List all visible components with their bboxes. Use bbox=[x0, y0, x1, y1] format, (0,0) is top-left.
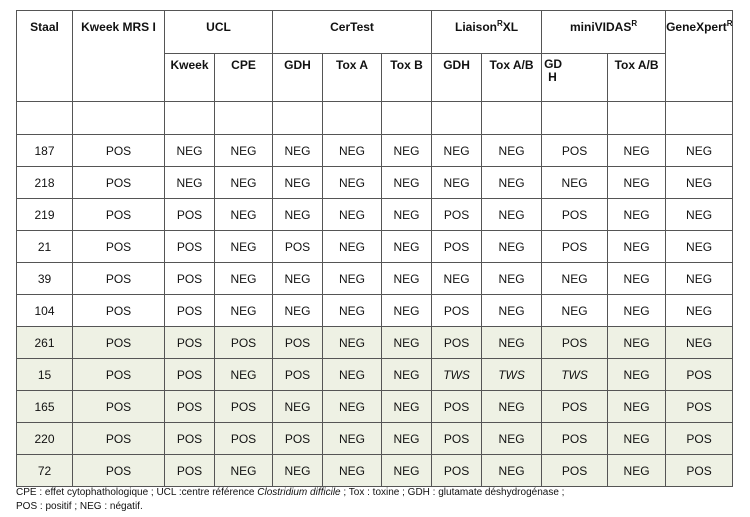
minividas-name: miniVIDAS bbox=[570, 20, 632, 34]
result-cell: NEG bbox=[382, 135, 432, 167]
result-cell: NEG bbox=[382, 423, 432, 455]
footnote-line1-b: ; Tox : toxine ; GDH : glutamate déshydrogénase ; bbox=[340, 487, 565, 498]
result-cell: NEG bbox=[432, 135, 482, 167]
result-cell: NEG bbox=[482, 391, 542, 423]
result-cell: POS bbox=[542, 455, 608, 487]
result-cell: NEG bbox=[215, 359, 273, 391]
empty-cell bbox=[482, 102, 542, 135]
mv-gdh-line2: H bbox=[548, 70, 557, 84]
result-cell: NEG bbox=[323, 167, 382, 199]
result-cell: NEG bbox=[323, 455, 382, 487]
result-cell: NEG bbox=[273, 135, 323, 167]
table-row bbox=[17, 231, 733, 263]
result-cell: NEG bbox=[273, 295, 323, 327]
empty-cell bbox=[17, 102, 73, 135]
result-cell: POS bbox=[165, 327, 215, 359]
footnote-line1-italic: Clostridium difficile bbox=[257, 487, 341, 498]
result-cell: POS bbox=[432, 199, 482, 231]
result-cell: POS bbox=[666, 359, 733, 391]
footnote bbox=[16, 486, 736, 514]
sample-id-cell: 220 bbox=[17, 423, 73, 455]
header-certest: CerTest bbox=[273, 11, 432, 54]
result-cell: POS bbox=[432, 455, 482, 487]
result-cell: TWS bbox=[542, 359, 608, 391]
result-cell: POS bbox=[73, 295, 165, 327]
sample-id-cell: 72 bbox=[17, 455, 73, 487]
result-cell: POS bbox=[273, 327, 323, 359]
empty-cell bbox=[323, 102, 382, 135]
result-cell: TWS bbox=[482, 359, 542, 391]
empty-cell bbox=[432, 102, 482, 135]
result-cell: NEG bbox=[482, 455, 542, 487]
footnote-line1 bbox=[16, 486, 736, 500]
result-cell: NEG bbox=[165, 135, 215, 167]
result-cell: NEG bbox=[382, 263, 432, 295]
result-cell: NEG bbox=[666, 295, 733, 327]
table-row bbox=[17, 199, 733, 231]
result-cell: POS bbox=[666, 455, 733, 487]
sample-id-cell: 219 bbox=[17, 199, 73, 231]
table-row bbox=[17, 423, 733, 455]
empty-cell bbox=[666, 102, 733, 135]
result-cell: TWS bbox=[432, 359, 482, 391]
minividas-registered-mark: R bbox=[631, 19, 638, 28]
result-cell: NEG bbox=[215, 231, 273, 263]
result-cell: POS bbox=[432, 327, 482, 359]
result-cell: NEG bbox=[273, 199, 323, 231]
result-cell: NEG bbox=[165, 167, 215, 199]
result-cell: NEG bbox=[482, 327, 542, 359]
table-row bbox=[17, 359, 733, 391]
result-cell: POS bbox=[666, 391, 733, 423]
result-cell: POS bbox=[215, 391, 273, 423]
result-cell: NEG bbox=[542, 295, 608, 327]
empty-cell bbox=[382, 102, 432, 135]
header-row-main bbox=[17, 11, 733, 54]
result-cell: POS bbox=[165, 295, 215, 327]
result-cell: NEG bbox=[382, 167, 432, 199]
result-cell: POS bbox=[542, 423, 608, 455]
result-cell: NEG bbox=[608, 295, 666, 327]
table-row bbox=[17, 167, 733, 199]
subheader-cer-toxa: Tox A bbox=[323, 54, 382, 102]
result-cell: NEG bbox=[608, 135, 666, 167]
result-cell: NEG bbox=[666, 199, 733, 231]
result-cell: NEG bbox=[482, 423, 542, 455]
header-ucl: UCL bbox=[165, 11, 273, 54]
result-cell: NEG bbox=[608, 359, 666, 391]
result-cell: NEG bbox=[482, 263, 542, 295]
result-cell: NEG bbox=[382, 455, 432, 487]
result-cell: POS bbox=[73, 135, 165, 167]
result-cell: POS bbox=[542, 231, 608, 263]
result-cell: NEG bbox=[323, 231, 382, 263]
sample-id-cell: 39 bbox=[17, 263, 73, 295]
result-cell: POS bbox=[73, 391, 165, 423]
result-cell: POS bbox=[542, 135, 608, 167]
empty-cell bbox=[273, 102, 323, 135]
subheader-mv-gdh bbox=[542, 54, 608, 102]
result-cell: NEG bbox=[608, 199, 666, 231]
result-cell: NEG bbox=[323, 359, 382, 391]
result-cell: NEG bbox=[273, 391, 323, 423]
empty-spacer-row bbox=[17, 102, 733, 135]
empty-cell bbox=[215, 102, 273, 135]
empty-cell bbox=[542, 102, 608, 135]
result-cell: POS bbox=[273, 359, 323, 391]
result-cell: NEG bbox=[215, 199, 273, 231]
result-cell: NEG bbox=[666, 327, 733, 359]
result-cell: POS bbox=[165, 423, 215, 455]
result-cell: POS bbox=[273, 231, 323, 263]
result-cell: POS bbox=[432, 391, 482, 423]
result-cell: NEG bbox=[666, 135, 733, 167]
result-cell: NEG bbox=[608, 167, 666, 199]
result-cell: POS bbox=[165, 263, 215, 295]
subheader-cer-toxb: Tox B bbox=[382, 54, 432, 102]
result-cell: NEG bbox=[215, 455, 273, 487]
result-cell: NEG bbox=[666, 231, 733, 263]
sample-id-cell: 261 bbox=[17, 327, 73, 359]
mv-gdh-line1: GD bbox=[544, 57, 563, 71]
result-cell: NEG bbox=[382, 327, 432, 359]
genexpert-registered-mark: R bbox=[726, 19, 733, 28]
result-cell: POS bbox=[432, 423, 482, 455]
result-cell: POS bbox=[542, 391, 608, 423]
result-cell: NEG bbox=[608, 231, 666, 263]
table-row bbox=[17, 295, 733, 327]
footnote-line1-a: CPE : effet cytophathologique ; UCL :centre référence bbox=[16, 487, 258, 498]
table-row bbox=[17, 455, 733, 487]
result-cell: POS bbox=[432, 231, 482, 263]
result-cell: POS bbox=[165, 455, 215, 487]
result-cell: NEG bbox=[666, 263, 733, 295]
subheader-lia-gdh: GDH bbox=[432, 54, 482, 102]
table-row bbox=[17, 391, 733, 423]
result-cell: POS bbox=[73, 423, 165, 455]
subheader-ucl-kweek: Kweek bbox=[165, 54, 215, 102]
result-cell: NEG bbox=[323, 295, 382, 327]
result-cell: POS bbox=[215, 423, 273, 455]
result-cell: NEG bbox=[608, 263, 666, 295]
subheader-mv-toxab: Tox A/B bbox=[608, 54, 666, 102]
result-cell: POS bbox=[542, 327, 608, 359]
result-cell: POS bbox=[666, 423, 733, 455]
header-genexpert bbox=[666, 11, 733, 102]
result-cell: NEG bbox=[608, 423, 666, 455]
result-cell: NEG bbox=[432, 263, 482, 295]
result-cell: NEG bbox=[273, 455, 323, 487]
result-cell: POS bbox=[165, 199, 215, 231]
result-cell: NEG bbox=[482, 231, 542, 263]
result-cell: POS bbox=[165, 359, 215, 391]
result-cell: NEG bbox=[608, 391, 666, 423]
result-cell: NEG bbox=[273, 167, 323, 199]
table-row bbox=[17, 135, 733, 167]
result-cell: NEG bbox=[215, 135, 273, 167]
result-cell: NEG bbox=[215, 295, 273, 327]
subheader-ucl-cpe: CPE bbox=[215, 54, 273, 102]
liaison-name: Liaison bbox=[454, 20, 497, 34]
header-liaison bbox=[432, 11, 542, 54]
result-cell: NEG bbox=[382, 295, 432, 327]
result-cell: POS bbox=[542, 199, 608, 231]
sample-id-cell: 187 bbox=[17, 135, 73, 167]
result-cell: POS bbox=[432, 295, 482, 327]
subheader-cer-gdh: GDH bbox=[273, 54, 323, 102]
result-cell: POS bbox=[73, 455, 165, 487]
result-cell: NEG bbox=[482, 199, 542, 231]
result-cell: NEG bbox=[382, 359, 432, 391]
result-cell: NEG bbox=[608, 455, 666, 487]
result-cell: POS bbox=[73, 327, 165, 359]
footnote-line2: POS : positif ; NEG : négatif. bbox=[16, 501, 143, 512]
subheader-lia-toxab: Tox A/B bbox=[482, 54, 542, 102]
liaison-registered-mark: R bbox=[497, 19, 503, 28]
result-cell: NEG bbox=[482, 295, 542, 327]
result-cell: POS bbox=[73, 199, 165, 231]
result-cell: POS bbox=[215, 327, 273, 359]
empty-cell bbox=[73, 102, 165, 135]
result-cell: NEG bbox=[542, 263, 608, 295]
result-cell: NEG bbox=[382, 199, 432, 231]
empty-cell bbox=[608, 102, 666, 135]
result-cell: NEG bbox=[323, 391, 382, 423]
sample-id-cell: 21 bbox=[17, 231, 73, 263]
header-minividas bbox=[542, 11, 666, 54]
result-cell: POS bbox=[73, 167, 165, 199]
sample-id-cell: 104 bbox=[17, 295, 73, 327]
sample-id-cell: 15 bbox=[17, 359, 73, 391]
result-cell: NEG bbox=[323, 423, 382, 455]
result-cell: NEG bbox=[666, 167, 733, 199]
result-cell: NEG bbox=[542, 167, 608, 199]
header-staal: Staal bbox=[17, 11, 73, 102]
result-cell: NEG bbox=[215, 167, 273, 199]
result-cell: NEG bbox=[482, 135, 542, 167]
result-cell: NEG bbox=[432, 167, 482, 199]
result-cell: POS bbox=[73, 263, 165, 295]
result-cell: NEG bbox=[273, 263, 323, 295]
result-cell: NEG bbox=[382, 231, 432, 263]
result-cell: NEG bbox=[382, 391, 432, 423]
result-cell: POS bbox=[273, 423, 323, 455]
result-cell: NEG bbox=[323, 263, 382, 295]
table-row bbox=[17, 327, 733, 359]
result-cell: NEG bbox=[482, 167, 542, 199]
header-kweek-mrs: Kweek MRS I bbox=[73, 11, 165, 102]
result-cell: POS bbox=[73, 231, 165, 263]
result-cell: NEG bbox=[323, 135, 382, 167]
result-cell: NEG bbox=[608, 327, 666, 359]
result-cell: NEG bbox=[323, 199, 382, 231]
sample-id-cell: 165 bbox=[17, 391, 73, 423]
result-cell: POS bbox=[165, 231, 215, 263]
result-cell: POS bbox=[165, 391, 215, 423]
genexpert-name: GeneXpert bbox=[666, 20, 727, 34]
result-cell: NEG bbox=[323, 327, 382, 359]
result-cell: NEG bbox=[215, 263, 273, 295]
empty-cell bbox=[165, 102, 215, 135]
result-cell: POS bbox=[73, 359, 165, 391]
results-table bbox=[16, 10, 733, 487]
sample-id-cell: 218 bbox=[17, 167, 73, 199]
table-row bbox=[17, 263, 733, 295]
liaison-suffix: XL bbox=[502, 20, 519, 34]
